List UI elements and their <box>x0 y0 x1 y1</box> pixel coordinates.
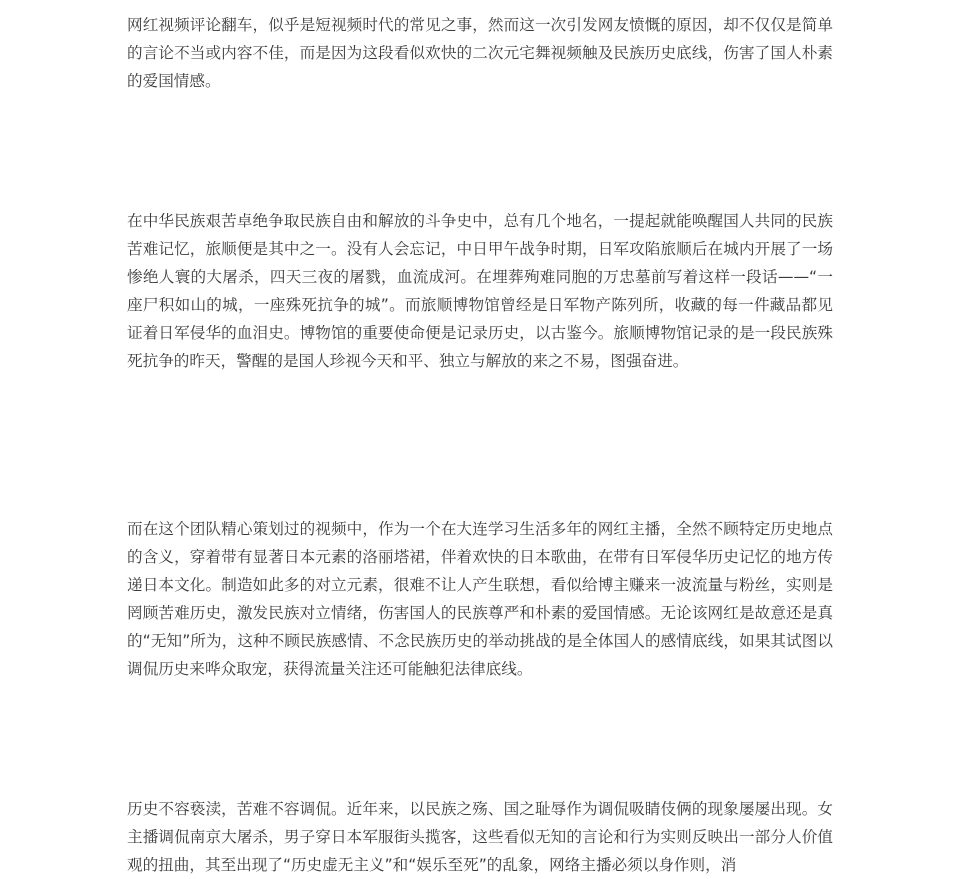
article-paragraph-2: 在中华民族艰苦卓绝争取民族自由和解放的斗争史中，总有几个地名，一提起就能唤醒国人共同的民族苦难记忆，旅顺便是其中之一。没有人会忘记，中日甲午战争时期，日军攻陷旅顺后在城内开展了一场惨绝人寰的大屠杀，四天三夜的屠戮，血流成河。在埋葬殉难同胞的万忠墓前写着这样一段话——“一座尸积如山的城，一座殊死抗争的城”。而旅顺博物馆曾经是日军物产陈列所，收藏的每一件藏品都见证着日军侵华的血泪史。博物馆的重要使命便是记录历史，以古鉴今。旅顺博物馆记录的是一段民族殊死抗争的昨天，警醒的是国人珍视今天和平、独立与解放的来之不易，图强奋进。 <box>127 212 833 370</box>
article-paragraph-4: 历史不容亵渎，苦难不容调侃。近年来，以民族之殇、国之耻辱作为调侃吸睛伎俩的现象屡屡出现。女主播调侃南京大屠杀，男子穿日本军服街头揽客，这些看似无知的言论和行为实则反映出一部分人价值观的扭曲，其至出现了“历史虚无主义”和“娱乐至死”的乱象，网络主播必须以身作则，消 <box>127 800 833 874</box>
article-paragraph-3: 而在这个团队精心策划过的视频中，作为一个在大连学习生活多年的网红主播，全然不顾特定历史地点的含义，穿着带有显著日本元素的洛丽塔裙，伴着欢快的日本歌曲，在带有日军侵华历史记忆的地方传递日本文化。制造如此多的对立元素，很难不让人产生联想，看似给博主赚来一波流量与粉丝，实则是罔顾苦难历史，激发民族对立情绪，伤害国人的民族尊严和朴素的爱国情感。无论该网红是故意还是真的“无知”所为，这种不顾民族感情、不念民族历史的举动挑战的是全体国人的感情底线，如果其试图以调侃历史来哗众取宠，获得流量关注还可能触犯法律底线。 <box>127 520 833 678</box>
article-paragraph-1: 网红视频评论翻车，似乎是短视频时代的常见之事，然而这一次引发网友愤慨的原因，却不仅仅是简单的言论不当或内容不佳，而是因为这段看似欢快的二次元宅舞视频触及民族历史底线，伤害了国人朴素的爱国情感。 <box>127 16 833 90</box>
